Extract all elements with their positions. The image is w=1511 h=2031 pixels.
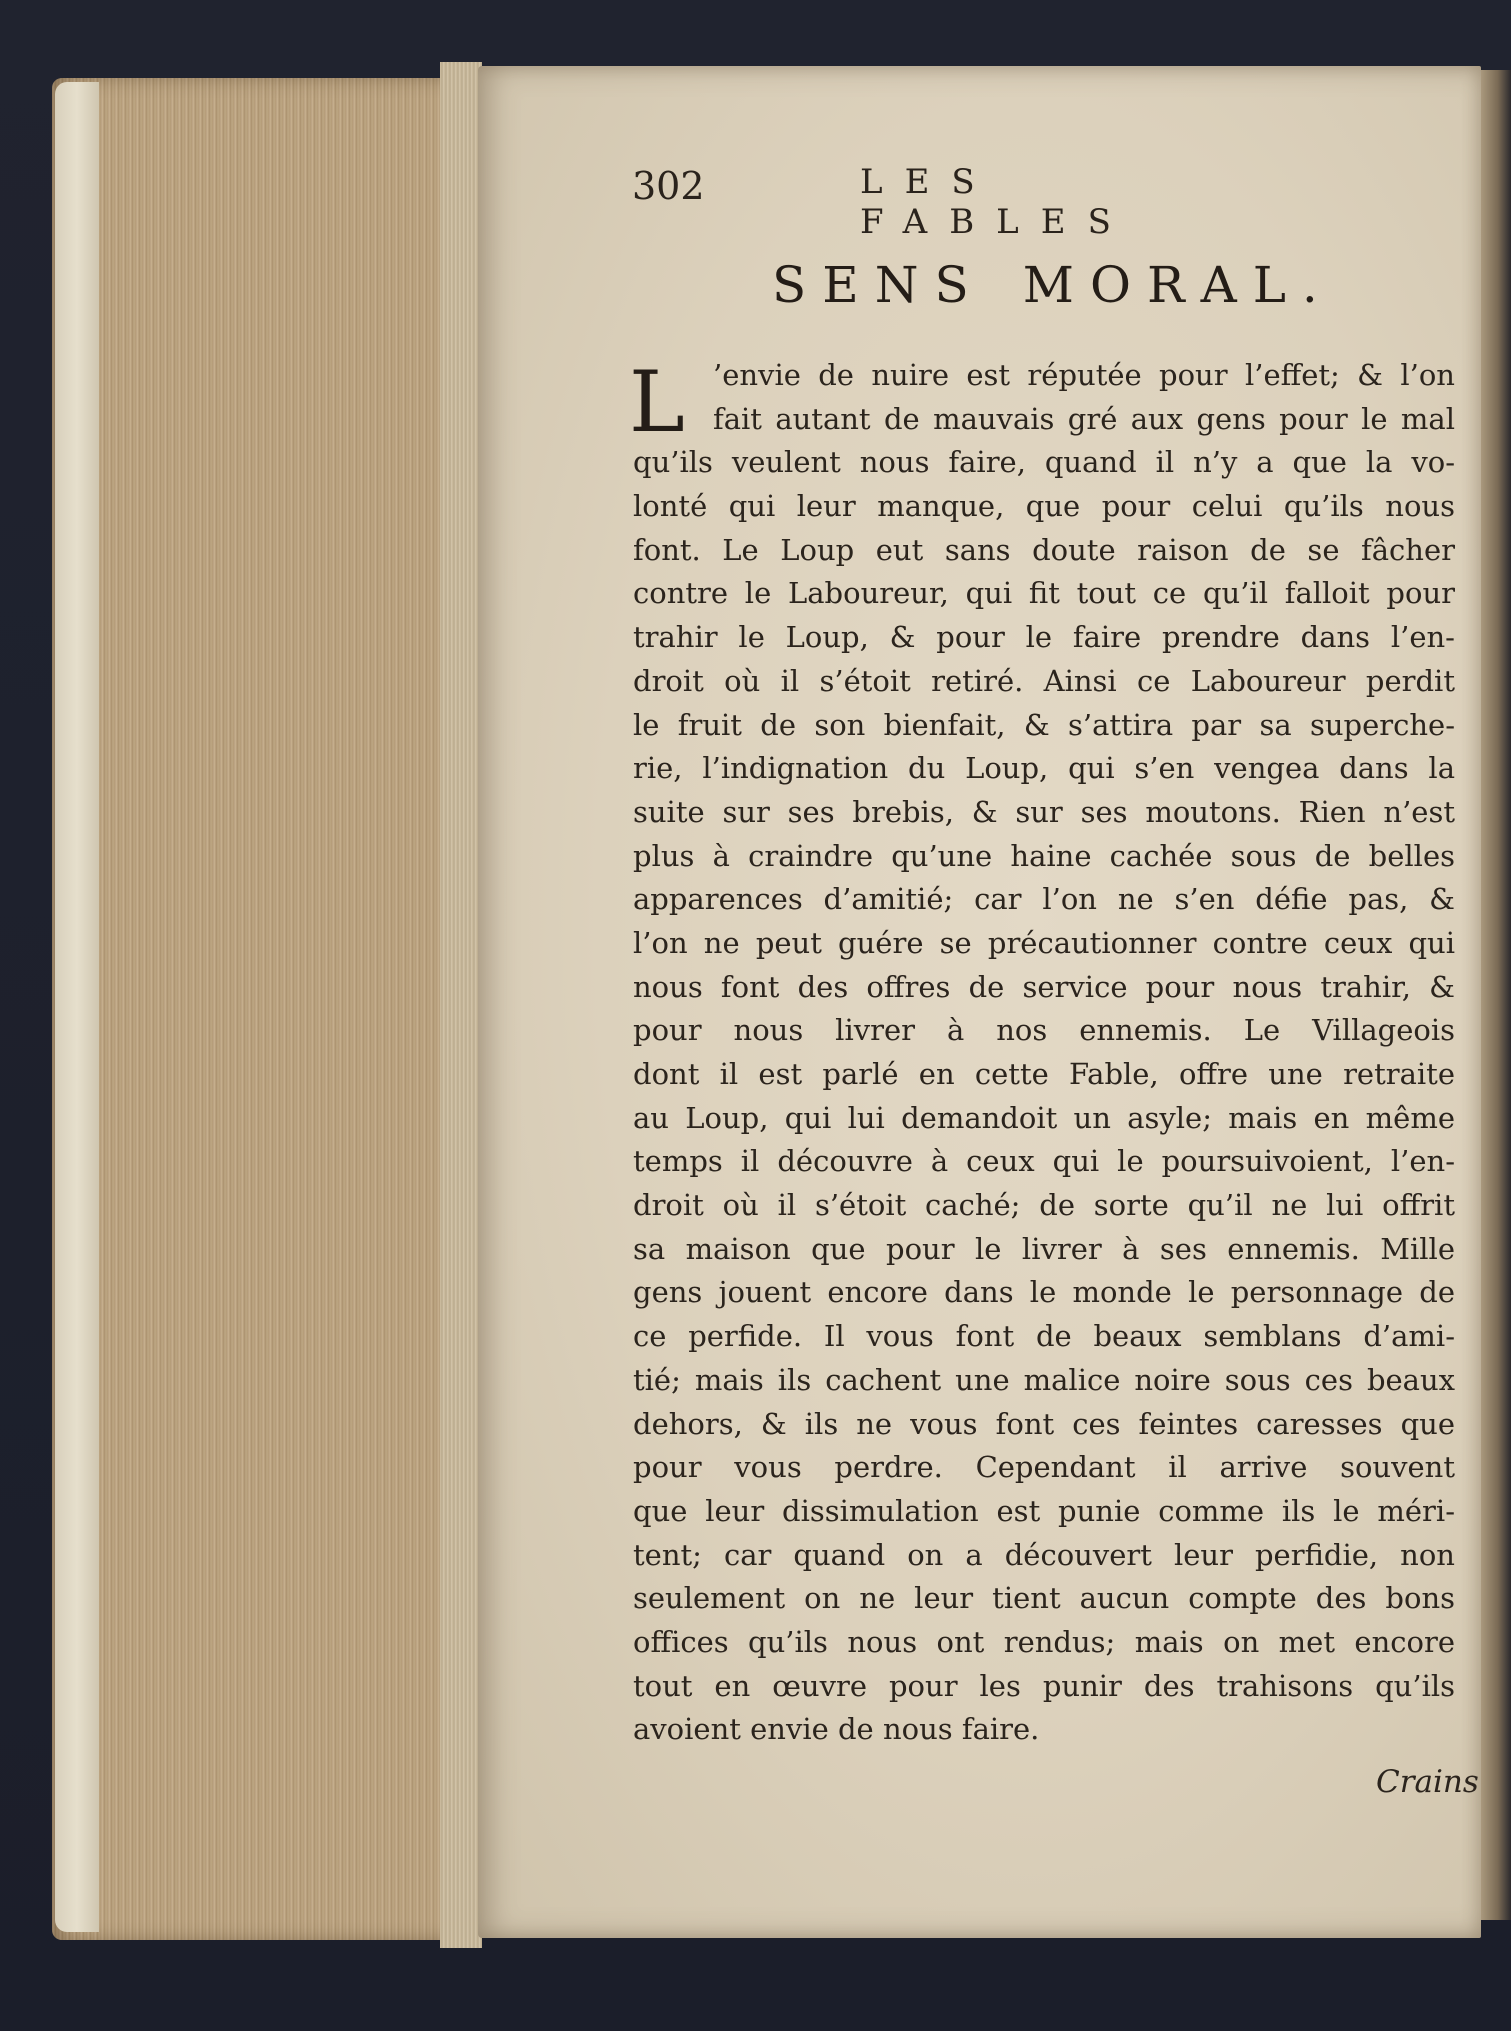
text-line: pour vous perdre. Cependant il arrive souvent — [633, 1450, 1455, 1485]
text-line: suite sur ses brebis, & sur ses moutons. Rien n’est — [633, 794, 1455, 829]
page-stack-edge — [440, 62, 482, 1948]
facing-page-edge — [1478, 70, 1511, 1920]
text-line: temps il découvre à ceux qui le poursuivoient, l’en- — [633, 1144, 1455, 1179]
text-line: lonté qui leur manque, que pour celui qu’ils nous — [633, 489, 1455, 524]
text-line: plus à craindre qu’une haine cachée sous de belles — [633, 838, 1455, 873]
text-line: que leur dissimulation est punie comme ils le méri- — [633, 1493, 1455, 1528]
text-line: dont il est parlé en cette Fable, offre une retraite — [633, 1057, 1455, 1091]
text-line: trahir le Loup, & pour le faire prendre dans l’en- — [633, 620, 1455, 655]
text-line: tout en œuvre pour les punir des trahisons qu’ils — [633, 1668, 1455, 1703]
text-line: avoient envie de nous faire. — [633, 1712, 1040, 1747]
text-line: le fruit de son bienfait, & s’attira par sa superche- — [633, 707, 1455, 742]
text-line: offices qu’ils nous ont rendus; mais on met encore — [633, 1624, 1455, 1659]
body-text — [629, 353, 1455, 1752]
text-line: seulement on ne leur tient aucun compte des bons — [633, 1581, 1455, 1616]
text-line: apparences d’amitié; car l’on ne s’en défie pas, & — [633, 882, 1455, 917]
section-title-word-2: MORAL. — [1022, 256, 1334, 314]
text-line: tent; car quand on a découvert leur perfidie, non — [633, 1537, 1455, 1572]
section-title — [772, 256, 1334, 314]
text-line: fait autant de mauvais gré aux gens pour le mal — [713, 401, 1455, 436]
book-fore-edge — [52, 78, 477, 1940]
book-cover-edge — [55, 82, 99, 1932]
page-number: 302 — [632, 164, 705, 208]
text-line: droit où il s’étoit retiré. Ainsi ce Laboureur perdit — [633, 663, 1455, 698]
text-line: droit où il s’étoit caché; de sorte qu’il ne lui offrit — [633, 1188, 1455, 1223]
text-line: nous font des offres de service pour nous trahir, & — [633, 969, 1455, 1004]
text-line: sa maison que pour le livrer à ses ennemis. Mille — [633, 1231, 1455, 1266]
section-title-word-1: SENS — [772, 256, 985, 314]
text-line: qu’ils veulent nous faire, quand il n’y a que la vo- — [633, 445, 1455, 480]
text-line: dehors, & ils ne vous font ces feintes caresses que — [633, 1406, 1455, 1441]
text-line: l’on ne peut guére se précautionner contre ceux qui — [633, 925, 1455, 960]
catchword: Crains — [1376, 1764, 1479, 1800]
text-line: gens jouent encore dans le monde le personnage de — [633, 1275, 1455, 1310]
running-title: LES FABLES — [860, 162, 1133, 242]
text-line: ’envie de nuire est réputée pour l’effet; & l’on — [713, 358, 1455, 392]
text-line: pour nous livrer à nos ennemis. Le Villageois — [633, 1013, 1455, 1048]
text-line: font. Le Loup eut sans doute raison de se fâcher — [633, 532, 1455, 567]
text-line: ce perfide. Il vous font de beaux semblans d’ami- — [633, 1319, 1455, 1354]
text-line: contre le Laboureur, qui fit tout ce qu’il falloit pour — [633, 576, 1455, 611]
drop-cap: L — [629, 353, 685, 451]
text-line: tié; mais ils cachent une malice noire sous ces beaux — [633, 1362, 1455, 1397]
page-header — [632, 162, 1282, 242]
text-line: au Loup, qui lui demandoit un asyle; mais en même — [633, 1100, 1455, 1135]
text-line: rie, l’indignation du Loup, qui s’en vengea dans la — [633, 751, 1455, 786]
